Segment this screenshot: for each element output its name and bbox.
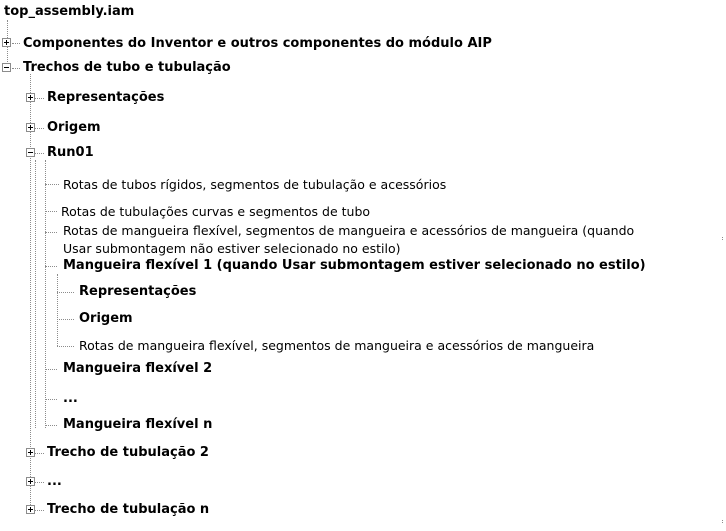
stub-run-n (35, 510, 44, 511)
node-run2[interactable]: Trecho de tubulação 2 (47, 445, 209, 460)
node-hose2[interactable]: Mangueira flexível 2 (63, 361, 213, 376)
stub-hose2 (45, 369, 57, 370)
node-run-n[interactable]: Trecho de tubulação n (47, 502, 210, 517)
node-bent-routes[interactable]: Rotas de tubulações curvas e segmentos de tubo (61, 204, 371, 219)
stub-hose-ellipsis (45, 399, 57, 400)
expand-run-ellipsis-toggle[interactable] (26, 477, 35, 486)
collapse-tube-runs-toggle[interactable] (2, 63, 11, 72)
right-edge-mark (722, 520, 723, 523)
stub-hose-n (45, 425, 57, 426)
node-hose1-origin[interactable]: Origem (79, 311, 133, 326)
node-hose-n[interactable]: Mangueira flexível n (63, 417, 213, 432)
connector-run01 (35, 160, 36, 428)
root-node[interactable]: top_assembly.iam (4, 4, 135, 19)
stub-hose1 (45, 266, 57, 267)
stub-hose1-origin (57, 319, 74, 320)
node-hose1-representations[interactable]: Representações (79, 284, 197, 299)
expand-origin-toggle[interactable] (26, 123, 35, 132)
right-edge-mark (722, 237, 723, 240)
node-hose-routes[interactable]: Rotas de mangueira flexível, segmentos de mangueira e acessórios de mangueira (quando Usar submontagem não estiver selecionado no estilo) (63, 223, 635, 256)
stub-run2 (35, 453, 44, 454)
stub-hose1-routes (57, 346, 74, 347)
node-hose1[interactable]: Mangueira flexível 1 (quando Usar submontagem estiver selecionado no estilo) (63, 258, 646, 273)
node-tube-runs[interactable]: Trechos de tubo e tubulação (23, 60, 231, 75)
stub-origin (35, 128, 44, 129)
stub-hose-routes (45, 232, 57, 233)
expand-run-n-toggle[interactable] (26, 505, 35, 514)
expand-inventor-toggle[interactable] (2, 38, 11, 47)
stub-tube-runs (12, 68, 20, 69)
stub-run-ellipsis (35, 482, 44, 483)
connector-hose1 (57, 274, 58, 346)
connector-run01-children (45, 160, 46, 428)
node-hose1-routes[interactable]: Rotas de mangueira flexível, segmentos de mangueira e acessórios de mangueira (79, 338, 595, 353)
node-inventor-components[interactable]: Componentes do Inventor e outros componentes do módulo AIP (23, 36, 492, 51)
stub-rigid-routes (45, 184, 59, 185)
stub-run01 (35, 153, 44, 154)
expand-run2-toggle[interactable] (26, 448, 35, 457)
stub-hose1-representations (57, 292, 74, 293)
stub-bent-routes (45, 211, 57, 212)
connector-tube-runs (30, 74, 31, 511)
node-run-ellipsis[interactable]: ... (47, 474, 62, 489)
collapse-run01-toggle[interactable] (26, 148, 35, 157)
stub-representations (35, 98, 44, 99)
node-run01[interactable]: Run01 (47, 145, 94, 160)
stub-inventor (12, 43, 20, 44)
expand-representations-toggle[interactable] (26, 93, 35, 102)
node-rigid-routes[interactable]: Rotas de tubos rígidos, segmentos de tubulação e acessórios (63, 177, 447, 192)
node-origin[interactable]: Origem (47, 120, 101, 135)
node-representations[interactable]: Representações (47, 90, 165, 105)
node-hose-ellipsis[interactable]: ... (63, 391, 78, 406)
